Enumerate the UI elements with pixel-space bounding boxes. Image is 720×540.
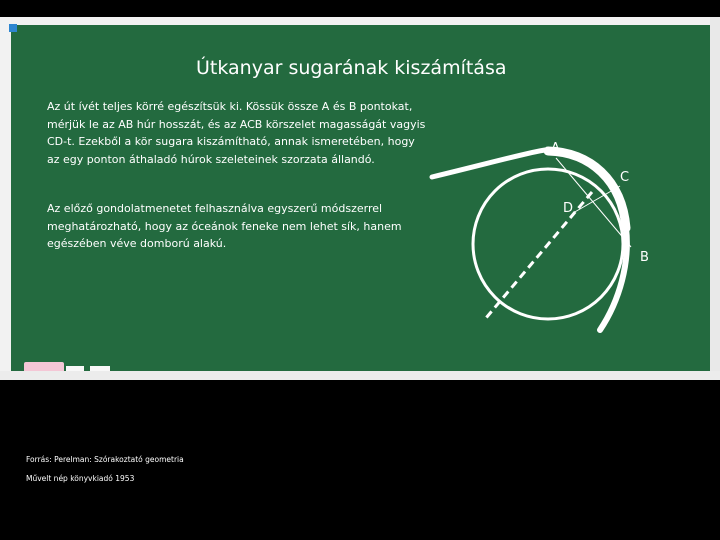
- slide-title: Útkanyar sugarának kiszámítása: [196, 57, 507, 79]
- point-label-a: A: [551, 141, 560, 156]
- source-citation: Forrás: Perelman: Szórakoztató geometria: [26, 455, 184, 464]
- paragraph-ocean: Az előző gondolatmenetet felhasználva egyszerű módszerrel meghatározható, hogy az óceánok feneke nem lehet sík, hanem egészében véve domború alakú.: [47, 202, 402, 250]
- point-label-b: B: [640, 250, 649, 265]
- point-label-d: D: [563, 201, 574, 216]
- source-publisher: Művelt nép könyvkiadó 1953: [26, 474, 135, 483]
- paragraph-method: Az út ívét teljes körré egészítsük ki. Kössük össze A és B pontokat, mérjük le az AB húr hosszát, és az ACB körszelet magasságát vagyis CD-t. Ezekből a kör sugara kiszámítható, annak ismeretében, hogy az egy ponton áthaladó húrok szeleteinek szorzata állandó.: [47, 100, 426, 166]
- point-label-c: C: [620, 170, 630, 185]
